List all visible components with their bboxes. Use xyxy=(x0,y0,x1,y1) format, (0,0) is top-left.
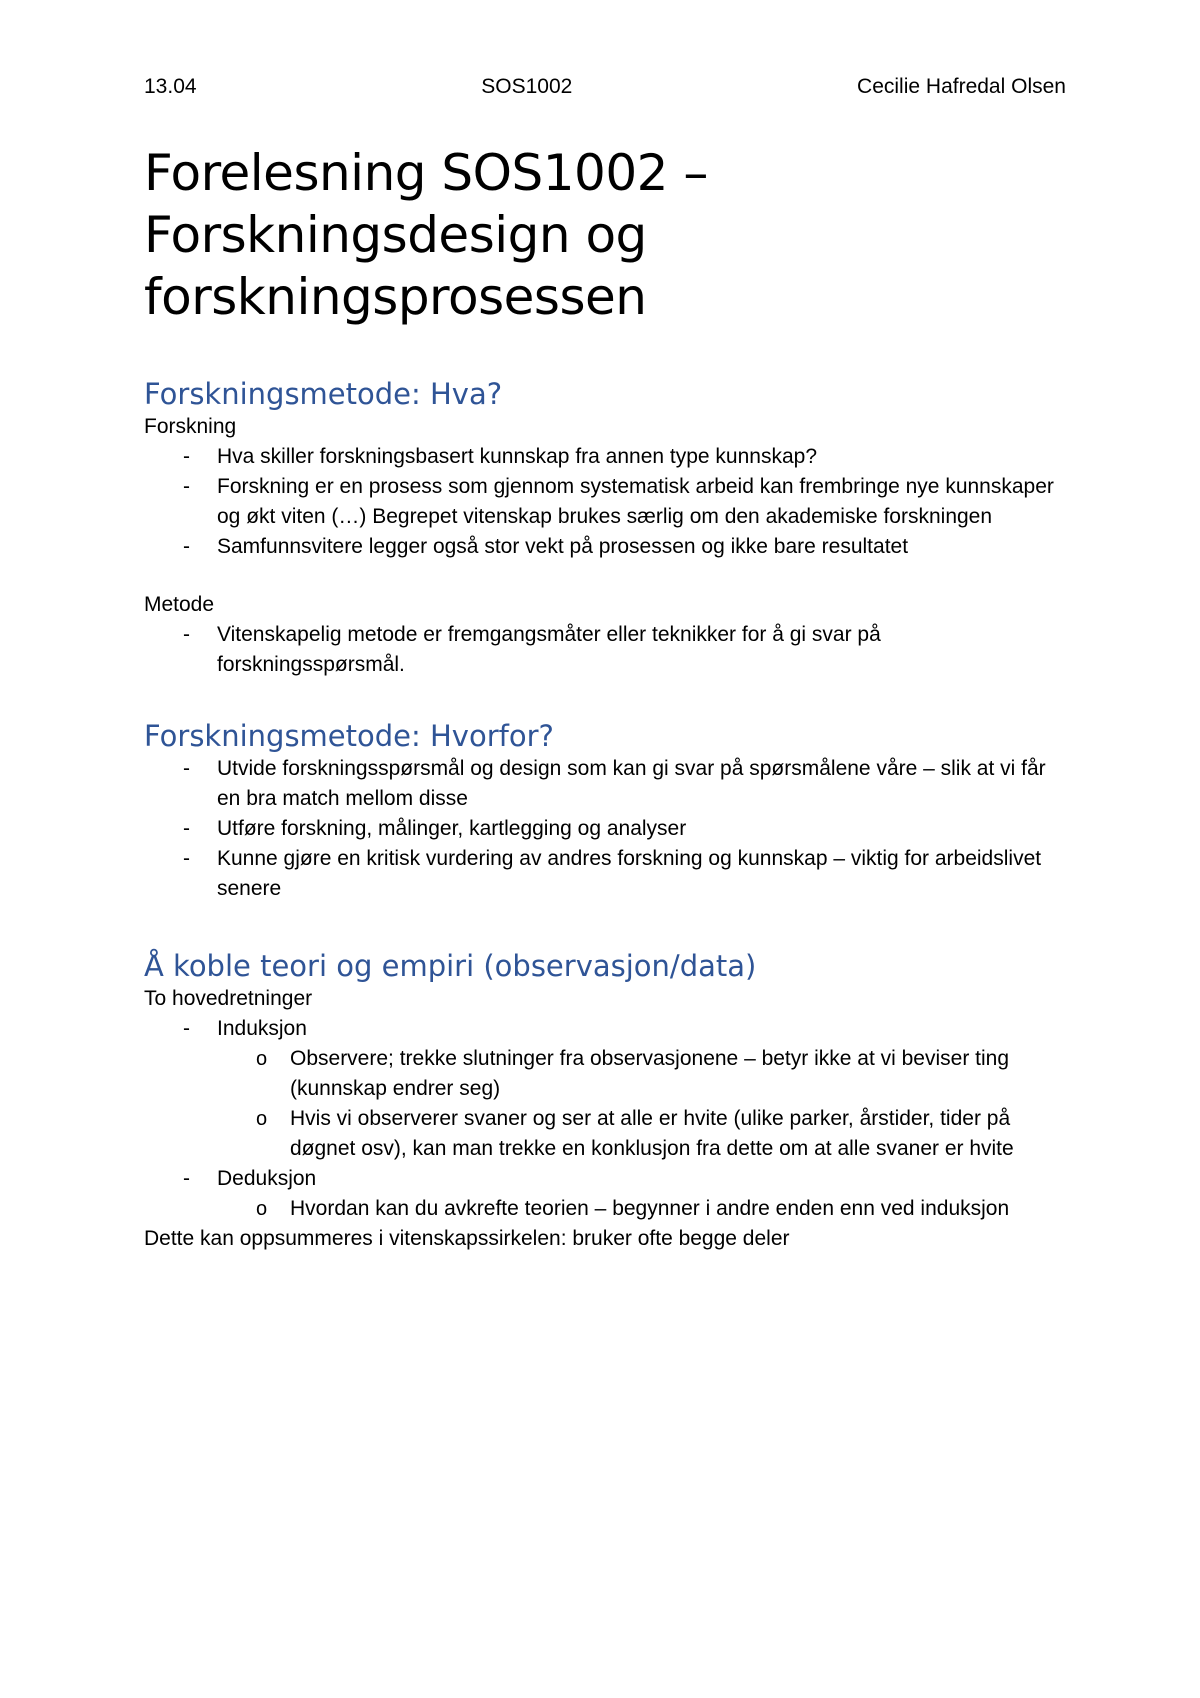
list-item xyxy=(144,472,1066,532)
list-item-text: Hva skiller forskningsbasert kunnskap fra annen type kunnskap? xyxy=(217,445,817,468)
summary-text: Dette kan oppsummeres i vitenskapssirkelen: bruker ofte begge deler xyxy=(144,1227,790,1250)
list-item-deduksjon xyxy=(144,1164,1066,1194)
list-item xyxy=(144,620,1066,680)
header-course: SOS1002 xyxy=(481,75,573,98)
document-title: Forelesning SOS1002 – Forskningsdesign og forskningsprosessen xyxy=(144,144,708,326)
dash-bullet: - xyxy=(183,623,190,646)
subheading-metode: Metode xyxy=(144,593,215,616)
dash-bullet: - xyxy=(183,475,190,498)
header-date: 13.04 xyxy=(144,75,197,98)
page-header xyxy=(144,72,1066,102)
list-item-induksjon xyxy=(144,1014,1066,1044)
dash-bullet: - xyxy=(183,847,190,870)
section-heading-teori-empiri: Å koble teori og empiri (observasjon/data) xyxy=(144,949,757,983)
list-item-text: Samfunnsvitere legger også stor vekt på prosessen og ikke bare resultatet xyxy=(217,535,909,558)
list-item-text: Observere; trekke slutninger fra observasjonene – betyr ikke at vi beviser ting (kunnskap endrer seg) xyxy=(290,1047,1010,1100)
hovedretninger-list xyxy=(144,1014,1066,1224)
list-item-text: Vitenskapelig metode er fremgangsmåter eller teknikker for å gi svar på forskningsspørsmål. xyxy=(217,623,881,676)
list-item-text: Deduksjon xyxy=(217,1167,317,1190)
list-item-text: Hvordan kan du avkrefte teorien – begynner i andre enden enn ved induksjon xyxy=(290,1197,1010,1220)
sub-list-item xyxy=(144,1194,1066,1224)
list-item-text: Utføre forskning, målinger, kartlegging og analyser xyxy=(217,817,687,840)
sub-list-item xyxy=(144,1044,1066,1104)
list-item xyxy=(144,532,1066,562)
subheading-forskning: Forskning xyxy=(144,415,237,438)
dash-bullet: - xyxy=(183,535,190,558)
list-item xyxy=(144,754,1066,814)
list-item-text: Induksjon xyxy=(217,1017,307,1040)
dash-bullet: - xyxy=(183,1017,190,1040)
circle-bullet: o xyxy=(256,1108,268,1130)
section-heading-hvorfor: Forskningsmetode: Hvorfor? xyxy=(144,719,554,753)
list-item xyxy=(144,844,1066,904)
circle-bullet: o xyxy=(256,1198,268,1220)
dash-bullet: - xyxy=(183,1167,190,1190)
list-item xyxy=(144,814,1066,844)
dash-bullet: - xyxy=(183,445,190,468)
sub-list-item xyxy=(144,1104,1066,1164)
forskning-list xyxy=(144,442,1066,562)
intro-hovedretninger: To hovedretninger xyxy=(144,987,313,1010)
list-item-text: Utvide forskningsspørsmål og design som kan gi svar på spørsmålene våre – slik at vi får en bra match mellom disse xyxy=(217,757,1046,810)
list-item-text: Forskning er en prosess som gjennom systematisk arbeid kan frembringe nye kunnskaper og økt viten (…) Begrepet vitenskap brukes særlig om den akademiske forskningen xyxy=(217,475,1054,528)
dash-bullet: - xyxy=(183,817,190,840)
circle-bullet: o xyxy=(256,1048,268,1070)
dash-bullet: - xyxy=(183,757,190,780)
list-item-text: Kunne gjøre en kritisk vurdering av andres forskning og kunnskap – viktig for arbeidslivet senere xyxy=(217,847,1042,900)
metode-list xyxy=(144,620,1066,680)
section-heading-hva: Forskningsmetode: Hva? xyxy=(144,377,503,411)
list-item xyxy=(144,442,1066,472)
header-author: Cecilie Hafredal Olsen xyxy=(857,75,1066,98)
list-item-text: Hvis vi observerer svaner og ser at alle er hvite (ulike parker, årstider, tider på døgnet osv), kan man trekke en konklusjon fra dette om at alle svaner er hvite xyxy=(290,1107,1014,1160)
hvorfor-list xyxy=(144,754,1066,904)
document-body xyxy=(144,142,1066,1254)
